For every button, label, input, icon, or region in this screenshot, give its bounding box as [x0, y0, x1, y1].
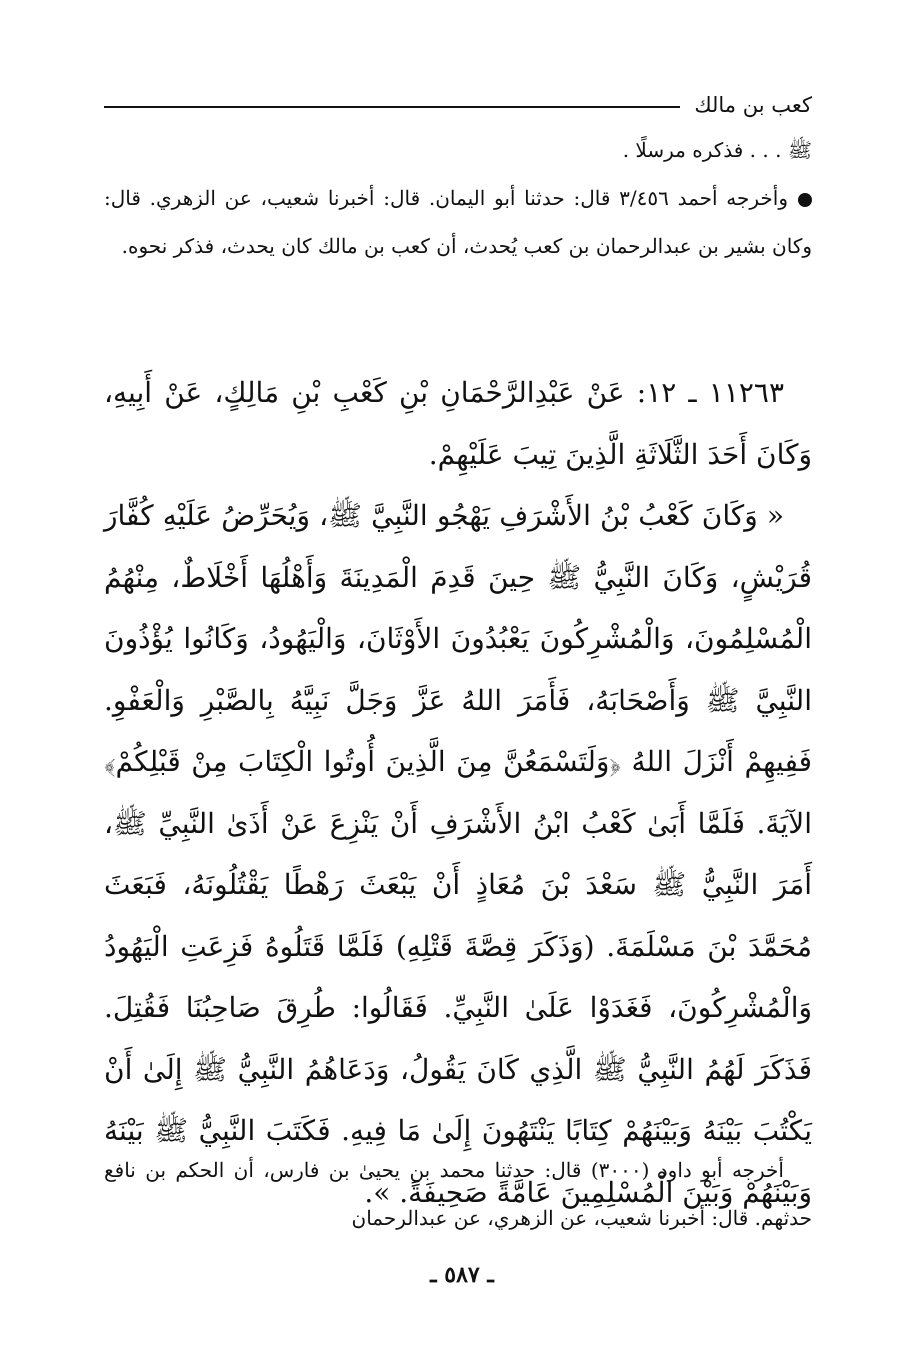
running-title: كعب بن مالك [694, 93, 812, 117]
top-footnote [104, 126, 812, 270]
hadith-matn: « وَكَانَ كَعْبُ بْنُ الأَشْرَفِ يَهْجُو النَّبِيَّ ﷺ، وَيُحَرِّضُ عَلَيْهِ كُفَّارَ قُرَيْشٍ، وَكَانَ النَّبِيُّ ﷺ حِينَ قَدِمَ الْمَدِينَةَ وَأَهْلُهَا أَخْلَاطٌ، مِنْهُمُ الْمُسْلِمُونَ، وَالْمُشْرِكُونَ يَعْبُدُونَ الأَوْثَانَ، وَالْيَهُودُ، وَكَانُوا يُؤْذُونَ النَّبِيَّ ﷺ وَأَصْحَابَهُ، فَأَمَرَ اللهُ عَزَّ وَجَلَّ نَبِيَّهُ بِالصَّبْرِ وَالْعَفْوِ. فَفِيهِمْ أَنْزَلَ اللهُ ﴿وَلَتَسْمَعُنَّ مِنَ الَّذِينَ أُوتُوا الْكِتَابَ مِنْ قَبْلِكُمْ﴾ الآيَةَ. فَلَمَّا أَبَىٰ كَعْبُ ابْنُ الأَشْرَفِ أَنْ يَنْزِعَ عَنْ أَذَىٰ النَّبِيِّ ﷺ، أَمَرَ النَّبِيُّ ﷺ سَعْدَ بْنَ مُعَاذٍ أَنْ يَبْعَثَ رَهْطًا يَقْتُلُونَهُ، فَبَعَثَ مُحَمَّدَ بْنَ مَسْلَمَةَ. (وَذَكَرَ قِصَّةَ قَتْلِهِ) فَلَمَّا قَتَلُوهُ فَزِعَتِ الْيَهُودُ وَالْمُشْرِكُونَ، فَغَدَوْا عَلَىٰ النَّبِيِّ. فَقَالُوا: طُرِقَ صَاحِبُنَا فَقُتِلَ. فَذَكَرَ لَهُمُ النَّبِيُّ ﷺ الَّذِي كَانَ يَقُولُ، وَدَعَاهُمُ النَّبِيُّ ﷺ إِلَىٰ أَنْ يَكْتُبَ بَيْنَهُ وَبَيْنَهُمْ كِتَابًا يَنْتَهُونَ إِلَىٰ مَا فِيهِ. فَكَتَبَ النَّبِيُّ ﷺ بَيْنَهُ وَبَيْنَهُمْ وَبَيْنَ الْمُسْلِمِينَ عَامَّةً صَحِيفَةً. ». [104, 499, 812, 1209]
takhrij-text: وأخرجه أحمد ٣/٤٥٦ قال: حدثنا أبو اليمان. قال: أخبرنا شعيب، عن الزهري. قال: وكان بشير بن عبدالرحمان بن كعب يُحدث، أن كعب بن مالك كان يحدث، فذكر نحوه. [104, 186, 812, 258]
takhrij-paragraph [104, 174, 812, 270]
page-number: ـ ٥٨٧ ـ [430, 1262, 494, 1288]
takhrij-abu-dawud: أخرجه أبو داود (٣٠٠٠) قال: حدثنا محمد بن يحيىٰ بن فارس، أن الحكم بن نافع حدثهم. قال: أخبرنا شعيب، عن الزهري، عن عبدالرحمان [104, 1158, 812, 1230]
continuation-line: ﷺ . . . فذكره مرسلًا . [622, 138, 812, 162]
bullet-icon [798, 193, 812, 207]
bottom-footnote [104, 1146, 812, 1242]
hadith-block [104, 362, 812, 1223]
hadith-isnad: ١١٢٦٣ ـ ١٢: عَنْ عَبْدِالرَّحْمَانِ بْنِ كَعْبِ بْنِ مَالِكٍ، عَنْ أَبِيهِ، وَكَانَ أَحَدَ الثَّلَاثَةِ الَّذِينَ تِيبَ عَلَيْهِمْ. [104, 376, 812, 471]
page-header [104, 84, 812, 118]
header-rule [104, 106, 680, 108]
